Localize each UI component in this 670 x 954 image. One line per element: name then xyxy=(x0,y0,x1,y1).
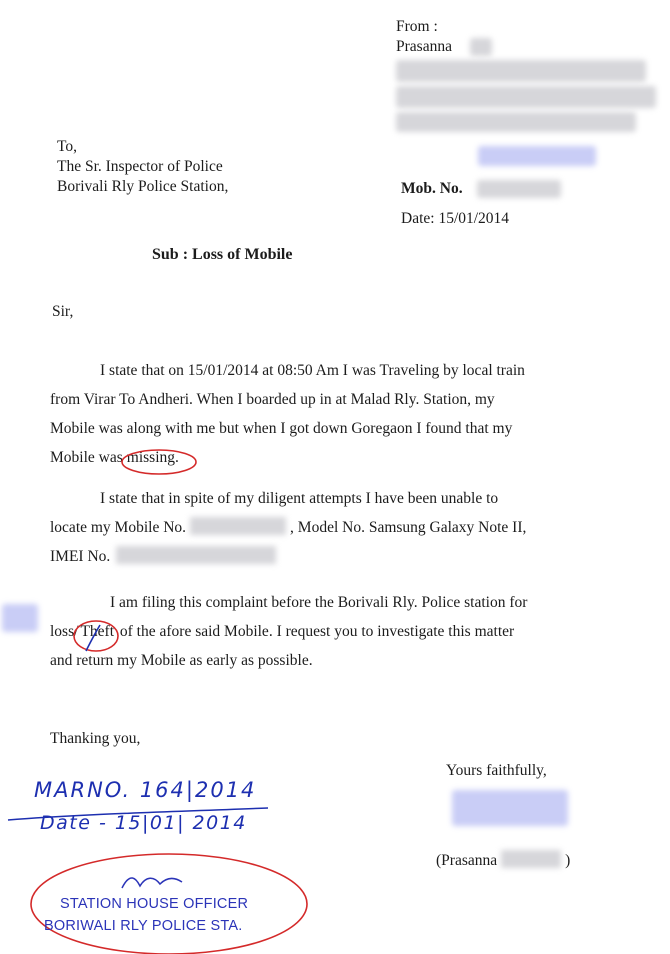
recipient-line-1: The Sr. Inspector of Police xyxy=(57,158,223,175)
subject-line: Sub : Loss of Mobile xyxy=(152,246,293,263)
line-suffix: of the afore said Mobile. I request you to investigate this matter xyxy=(116,623,515,640)
sender-name: Prasanna xyxy=(396,38,452,55)
signature-name xyxy=(436,850,570,870)
yours-faithfully: Yours faithfully, xyxy=(446,762,547,779)
circled-word-theft xyxy=(78,623,116,640)
redacted-address-line xyxy=(396,112,636,132)
redacted-surname xyxy=(470,38,492,56)
paragraph-line: I state that on 15/01/2014 at 08:50 Am I was Traveling by local train xyxy=(100,362,525,379)
redacted-signature xyxy=(452,790,568,826)
redacted-mobile-number xyxy=(190,517,286,535)
circled-word-text: Theft xyxy=(80,623,115,640)
redacted-address-line xyxy=(396,60,646,82)
circled-word-text: missing. xyxy=(126,449,179,466)
paragraph-line: from Virar To Andheri. When I boarded up in at Malad Rly. Station, my xyxy=(50,391,495,408)
paragraph-line: I state that in spite of my diligent attempts I have been unable to xyxy=(100,490,499,507)
line-prefix: Mobile was xyxy=(50,449,123,466)
signature-close: ) xyxy=(565,852,571,869)
paragraph-line: and return my Mobile as early as possible. xyxy=(50,652,313,669)
redacted-mobile-number xyxy=(477,180,561,198)
paragraph-attempts xyxy=(50,484,636,571)
recipient-line-2: Borivali Rly Police Station, xyxy=(57,178,229,195)
redacted-imei-number xyxy=(116,546,276,564)
line-prefix: loss/ xyxy=(50,623,79,640)
thanking-you: Thanking you, xyxy=(50,730,141,747)
redacted-email xyxy=(478,146,596,166)
blue-ink-smudge xyxy=(2,604,38,632)
red-circle-mark xyxy=(119,447,199,477)
paragraph-incident xyxy=(50,356,636,472)
mar-number-handwritten: MARNO. 164|2014 xyxy=(34,778,257,802)
red-circle-mark xyxy=(70,617,124,655)
paragraph-filing xyxy=(50,588,636,675)
circled-word-missing xyxy=(123,449,183,466)
salutation: Sir, xyxy=(52,303,74,320)
paragraph-line xyxy=(50,617,636,646)
paragraph-line xyxy=(50,542,636,571)
date-handwritten: Date - 15|01| 2014 xyxy=(40,812,247,834)
stamp-line-1: STATION HOUSE OFFICER xyxy=(60,896,249,912)
paragraph-line: Mobile was along with me but when I got down Goregaon I found that my xyxy=(50,420,513,437)
mobile-label: Mob. No. xyxy=(401,180,463,197)
stamp-line-2: BORIWALI RLY POLICE STA. xyxy=(44,918,243,934)
redacted-address-line xyxy=(396,86,656,108)
to-label: To, xyxy=(57,138,78,155)
paragraph-line: I am filing this complaint before the Borivali Rly. Police station for xyxy=(110,594,528,611)
signature-name-text: (Prasanna xyxy=(436,852,498,869)
line-prefix: IMEI No. xyxy=(50,548,111,565)
paragraph-line xyxy=(50,513,636,542)
paragraph-line xyxy=(50,443,636,472)
letter-date: Date: 15/01/2014 xyxy=(401,210,510,227)
redacted-surname xyxy=(501,850,561,868)
from-label: From : xyxy=(396,18,438,35)
line-prefix: locate my Mobile No. xyxy=(50,519,187,536)
line-suffix: , Model No. Samsung Galaxy Note II, xyxy=(290,519,527,536)
